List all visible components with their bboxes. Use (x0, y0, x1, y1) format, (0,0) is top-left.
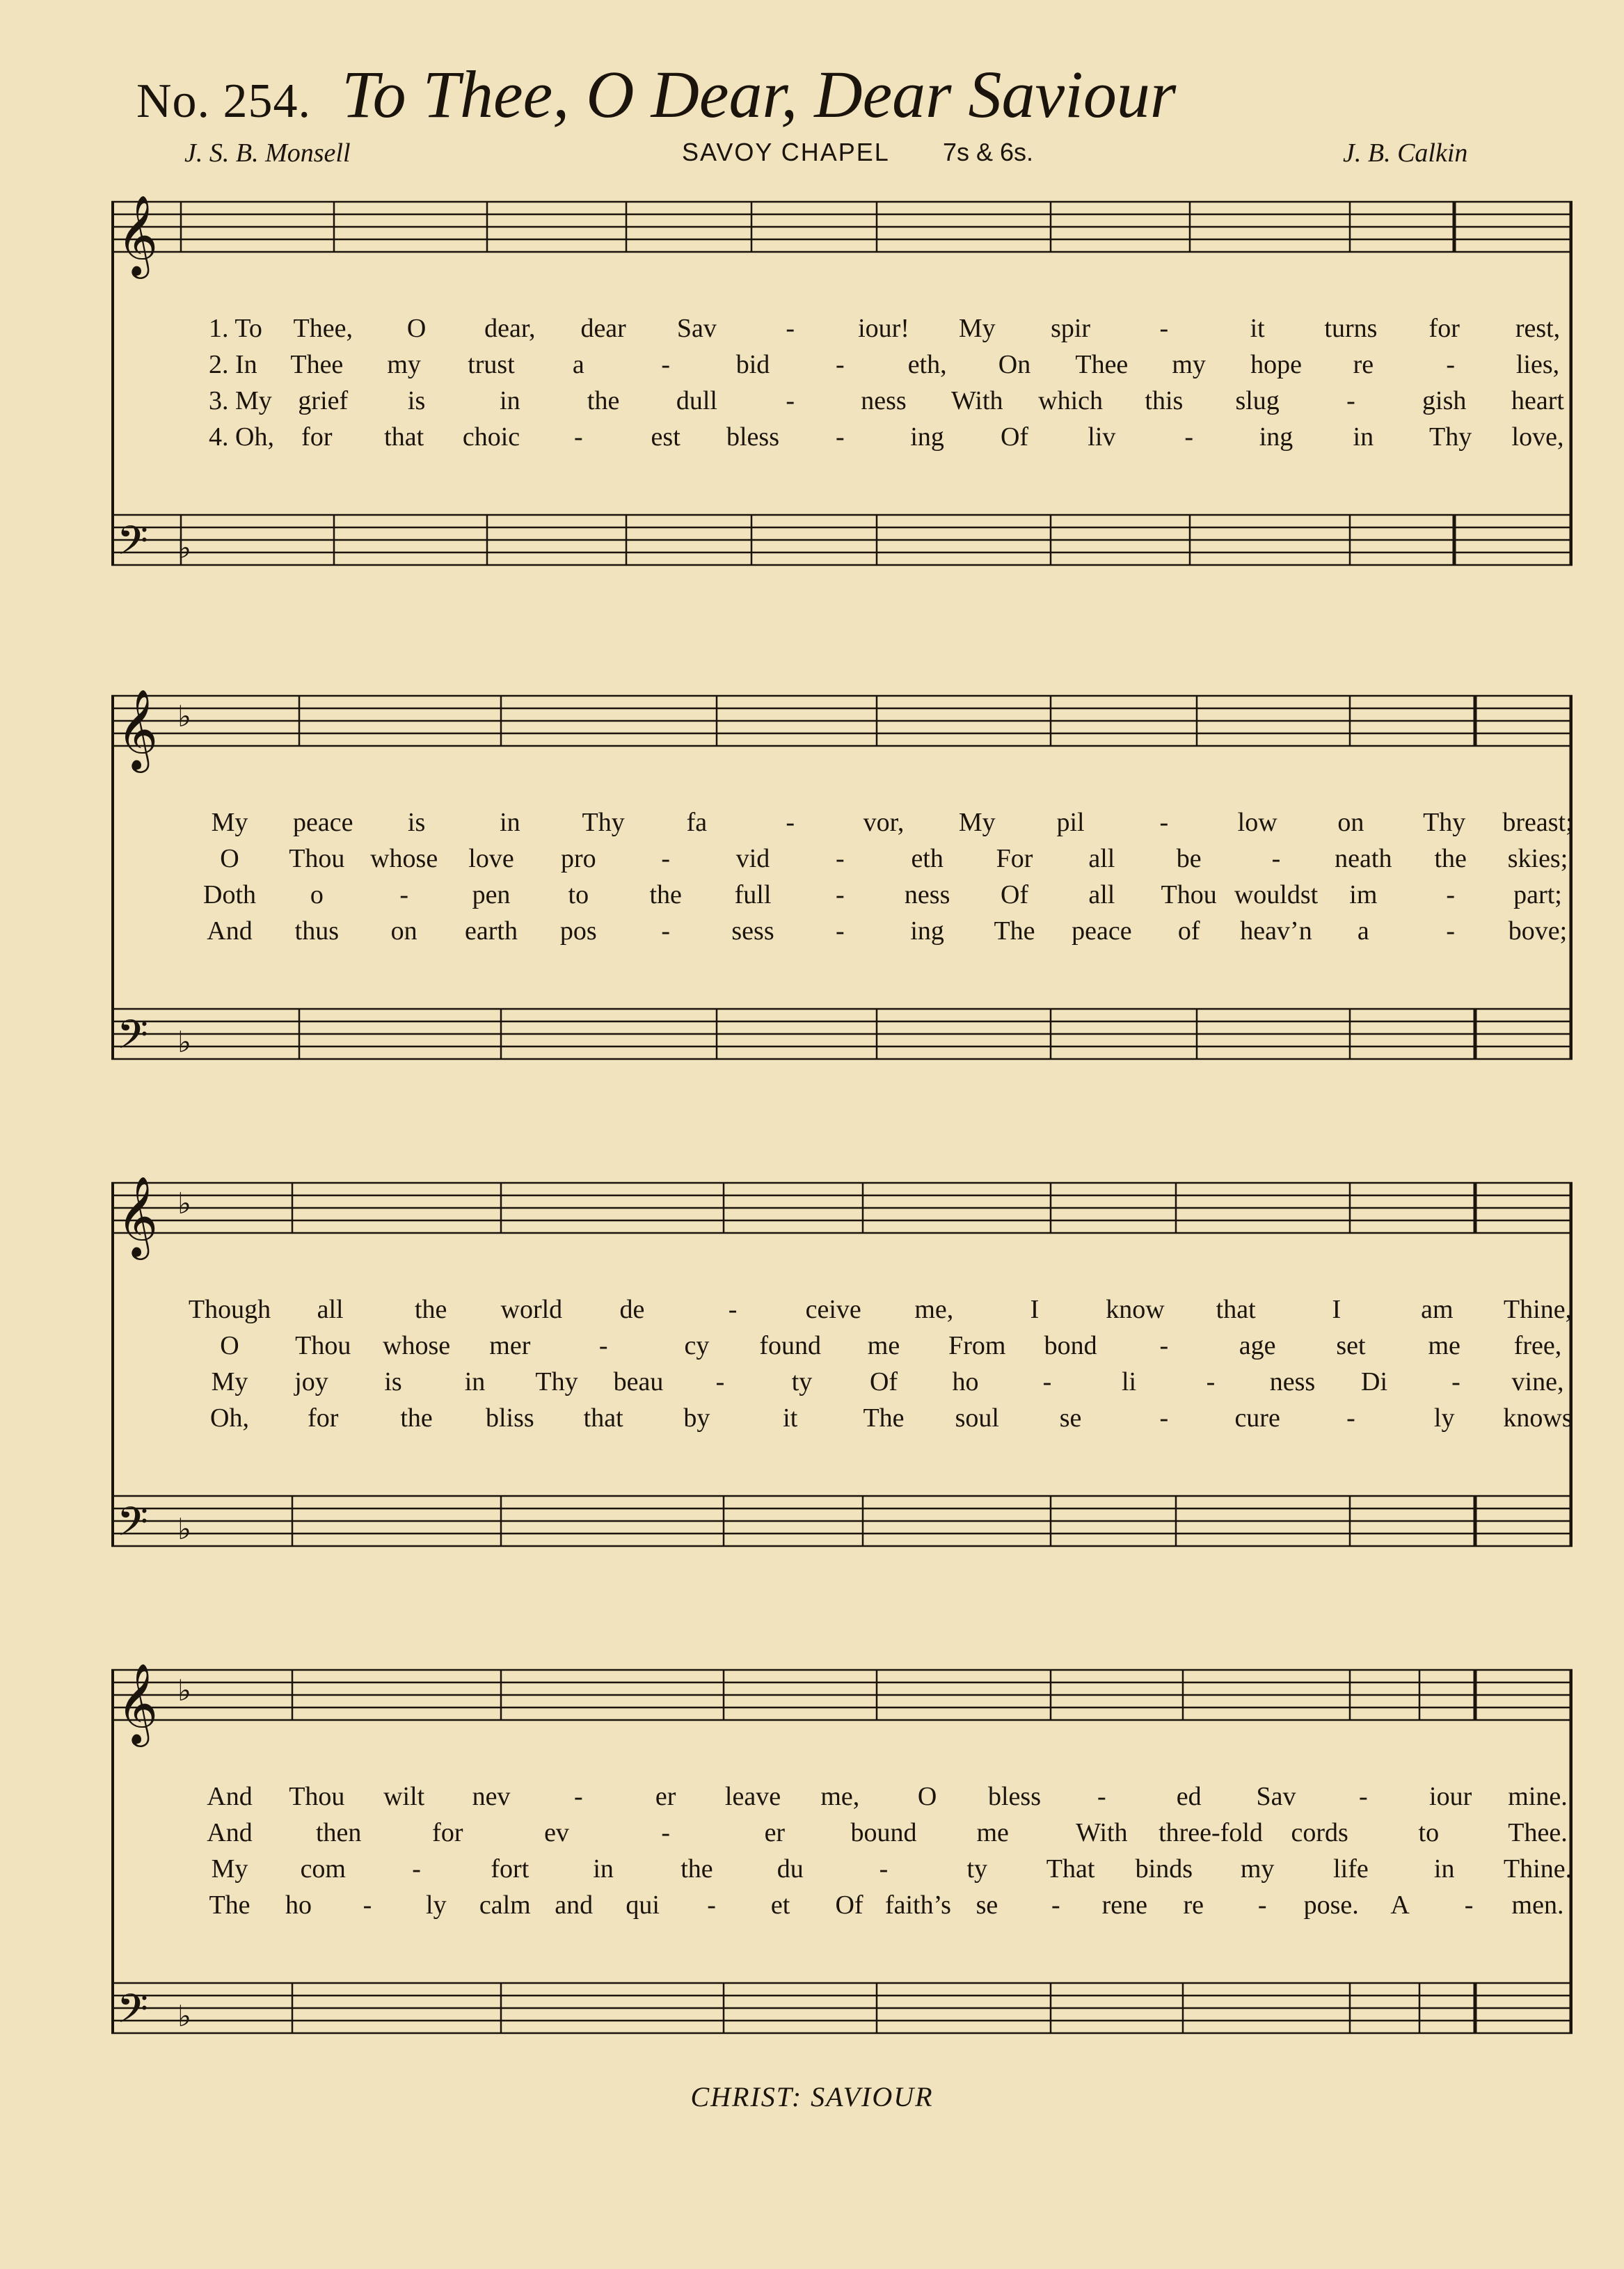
lyric-syllable: me (867, 1331, 900, 1360)
lyric-syllable: dear, (484, 314, 536, 343)
lyric-syllable: in (593, 1854, 614, 1884)
lyric-syllable: ho (285, 1890, 312, 1920)
lyric-syllable: My (211, 1367, 248, 1396)
lyric-syllable: wouldst (1234, 880, 1319, 909)
lyric-syllable: whose (383, 1331, 451, 1360)
lyric-syllable: - (412, 1854, 421, 1884)
lyric-syllable: et (770, 1890, 790, 1920)
lyric-syllable: Thy (1423, 808, 1466, 837)
lyric-syllable: - (1451, 1367, 1460, 1396)
lyric-syllable: - (1159, 314, 1169, 343)
lyric-syllable: neath (1335, 844, 1392, 873)
lyric-syllable: Thee, (293, 314, 353, 343)
lyric-syllable: choic (462, 422, 520, 452)
lyric-syllable: - (363, 1890, 372, 1920)
lyric-syllable: - (1464, 1890, 1474, 1920)
lyric-syllable: - (1159, 1331, 1169, 1360)
lyric-syllable: dull (676, 386, 717, 415)
lyric-syllable: - (1184, 422, 1193, 452)
lyric-syllable: a (1357, 916, 1369, 946)
lyric-syllable: - (1271, 844, 1281, 873)
lyric-syllable: ness (861, 386, 907, 415)
lyric-syllable: all (1088, 880, 1115, 909)
lyric-syllable: From (948, 1331, 1006, 1360)
lyric-syllable: - (1097, 1782, 1106, 1811)
lyric-syllable: - (836, 350, 845, 379)
lyric-syllable: 3. My (209, 386, 272, 415)
lyric-syllable: that (1216, 1295, 1256, 1324)
lyric-syllable: peace (293, 808, 353, 837)
lyric-syllable: And (207, 1782, 253, 1811)
lyric-syllable: liv (1088, 422, 1116, 452)
lyric-syllable: found (759, 1331, 822, 1360)
lyric-syllable: lies, (1515, 350, 1560, 379)
key-flat-icon: ♭ (177, 1025, 191, 1059)
lyric-syllable: re (1353, 350, 1374, 379)
lyric-syllable: - (574, 1782, 583, 1811)
lyric-syllable: ly (1433, 1403, 1455, 1433)
lyric-syllable: for (432, 1818, 463, 1847)
lyric-syllable: Thy (582, 808, 625, 837)
lyric-syllable: soul (955, 1403, 999, 1433)
lyric-syllable: The (863, 1403, 905, 1433)
lyric-syllable: - (836, 844, 845, 873)
treble-clef-icon: 𝄞 (117, 195, 159, 276)
lyric-syllable: That (1046, 1854, 1095, 1884)
lyric-syllable: heav’n (1240, 916, 1312, 946)
lyric-syllable: 2. In (209, 350, 257, 379)
lyric-syllable: calm (479, 1890, 531, 1920)
lyric-syllable: Thee (290, 350, 344, 379)
lyric-syllable: cure (1234, 1403, 1280, 1433)
lyric-syllable: the (415, 1295, 447, 1324)
lyric-syllable: is (384, 1367, 402, 1396)
meter: 7s & 6s. (943, 138, 1034, 166)
lyric-syllable: est (651, 422, 680, 452)
lyric-syllable: in (464, 1367, 486, 1396)
lyric-syllable: for (308, 1403, 339, 1433)
lyric-syllable: im (1349, 880, 1378, 909)
lyric-syllable: - (1051, 1890, 1060, 1920)
lyric-syllable: cy (684, 1331, 710, 1360)
lyric-syllable: - (1446, 916, 1455, 946)
lyric-syllable: be (1176, 844, 1202, 873)
lyric-syllable: Thee. (1508, 1818, 1568, 1847)
lyric-syllable: 1. To (209, 314, 262, 343)
lyric-syllable: am (1421, 1295, 1454, 1324)
lyric-line (111, 807, 1573, 842)
lyric-syllable: iour! (858, 314, 909, 343)
lyric-syllable: Of (1000, 880, 1029, 909)
lyric-syllable: O (220, 1331, 239, 1360)
lyric-syllable: a (572, 350, 584, 379)
bass-clef-icon: 𝄢 (117, 1011, 149, 1068)
lyric-syllable: bond (1044, 1331, 1097, 1360)
lyric-syllable: iour (1429, 1782, 1472, 1811)
lyric-syllable: Thou (289, 1782, 345, 1811)
key-flat-icon: ♭ (177, 1999, 191, 2033)
lyric-syllable: Thy (535, 1367, 578, 1396)
lyric-syllable: ness (904, 880, 950, 909)
lyric-syllable: - (1446, 880, 1455, 909)
lyric-syllable: - (661, 916, 670, 946)
lyric-syllable: spir (1051, 314, 1091, 343)
lyric-syllable: my (1172, 350, 1206, 379)
footer-category: CHRIST: SAVIOUR (690, 2081, 934, 2112)
lyric-syllable: part; (1513, 880, 1562, 909)
lyric-syllable: Doth (203, 880, 256, 909)
music-system-1 (111, 195, 1573, 612)
lyric-line (111, 1330, 1573, 1365)
lyric-syllable: - (661, 350, 670, 379)
lyric-syllable: Thou (1161, 880, 1217, 909)
lyric-syllable: on (390, 916, 417, 946)
lyric-syllable: all (317, 1295, 344, 1324)
lyric-syllable: heart (1511, 386, 1564, 415)
lyric-syllable: the (400, 1403, 433, 1433)
lyric-syllable: knows (1503, 1403, 1573, 1433)
lyric-syllable: the (587, 386, 620, 415)
lyric-syllable: of (1177, 916, 1200, 946)
lyric-syllable: - (1206, 1367, 1216, 1396)
lyric-syllable: it (783, 1403, 798, 1433)
lyric-syllable: - (1346, 1403, 1355, 1433)
lyric-syllable: Of (1000, 422, 1029, 452)
lyric-syllable: ing (910, 422, 944, 452)
lyric-syllable: rest, (1515, 314, 1561, 343)
lyric-syllable: And (207, 1818, 253, 1847)
lyric-syllable: Of (835, 1890, 863, 1920)
lyric-line (111, 1294, 1573, 1329)
lyric-syllable: hope (1250, 350, 1302, 379)
lyric-line (111, 1854, 1573, 1888)
lyric-syllable: - (786, 808, 795, 837)
lyric-syllable: me, (820, 1782, 860, 1811)
lyric-syllable: cords (1291, 1818, 1348, 1847)
lyric-syllable: Thine. (1503, 1854, 1573, 1884)
tune-name: SAVOY CHAPEL (682, 138, 890, 166)
lyric-syllable: - (399, 880, 408, 909)
lyric-line (111, 1367, 1573, 1401)
lyric-syllable: on (1337, 808, 1364, 837)
key-flat-icon: ♭ (177, 1512, 191, 1546)
lyric-syllable: Sav (1256, 1782, 1296, 1811)
lyric-syllable: that (384, 422, 424, 452)
treble-clef-icon: 𝄞 (117, 1176, 159, 1257)
lyric-line (111, 1890, 1573, 1925)
lyric-syllable: I (1332, 1295, 1342, 1324)
lyric-syllable: Thy (1429, 422, 1472, 452)
lyric-syllable: is (407, 386, 426, 415)
bass-clef-icon: 𝄢 (117, 1985, 149, 2042)
lyric-syllable: the (1434, 844, 1467, 873)
lyric-line (111, 843, 1573, 878)
lyric-line (111, 879, 1573, 914)
lyric-syllable: O (220, 844, 239, 873)
lyric-syllable: faith’s (884, 1890, 951, 1920)
lyric-syllable: free, (1513, 1331, 1562, 1360)
lyric-line (111, 1403, 1573, 1438)
lyric-syllable: vid (735, 844, 770, 873)
lyric-syllable: bove; (1508, 916, 1568, 946)
lyric-syllable: trust (468, 350, 515, 379)
lyric-syllable: - (786, 314, 795, 343)
lyric-syllable: mer (489, 1331, 531, 1360)
lyric-syllable: pil (1056, 808, 1085, 837)
lyric-syllable: ing (910, 916, 944, 946)
lyric-syllable: - (574, 422, 583, 452)
lyric-syllable: - (836, 422, 845, 452)
lyric-syllable: li (1121, 1367, 1137, 1396)
lyric-syllable: by (683, 1403, 710, 1433)
lyric-syllable: sess (731, 916, 774, 946)
lyric-syllable: Thee (1075, 350, 1129, 379)
lyric-syllable: pen (472, 880, 511, 909)
lyric-syllable: Di (1361, 1367, 1387, 1396)
lyric-syllable: pos (559, 916, 597, 946)
lyric-syllable: With (951, 386, 1003, 415)
lyric-syllable: bound (850, 1818, 917, 1847)
lyric-syllable: turns (1324, 314, 1378, 343)
lyric-syllable: in (1353, 422, 1374, 452)
lyric-syllable: pro (561, 844, 596, 873)
lyric-syllable: My (211, 1854, 248, 1884)
lyric-syllable: me (1428, 1331, 1460, 1360)
lyric-syllable: - (1257, 1890, 1267, 1920)
key-flat-icon: ♭ (177, 1186, 191, 1220)
lyric-syllable: re (1183, 1890, 1204, 1920)
lyric-syllable: me (976, 1818, 1009, 1847)
bass-clef-icon: 𝄢 (117, 517, 149, 574)
lyric-syllable: er (764, 1818, 786, 1847)
title-row (136, 56, 1176, 133)
treble-clef-icon: 𝄞 (117, 689, 159, 770)
lyric-syllable: me, (914, 1295, 954, 1324)
lyric-syllable: - (1042, 1367, 1052, 1396)
lyric-syllable: slug (1235, 386, 1280, 415)
lyric-syllable: - (707, 1890, 716, 1920)
lyric-syllable: Thou (295, 1331, 351, 1360)
key-flat-icon: ♭ (177, 1673, 191, 1707)
lyric-syllable: earth (465, 916, 518, 946)
lyric-syllable: wilt (383, 1782, 425, 1811)
lyric-syllable: the (649, 880, 682, 909)
hymn-number: No. 254. (136, 74, 312, 128)
lyric-syllable: skies; (1507, 844, 1568, 873)
lyric-syllable: vor, (863, 808, 905, 837)
lyric-syllable: Oh, (210, 1403, 249, 1433)
lyric-syllable: binds (1135, 1854, 1193, 1884)
lyric-syllable: three-fold (1159, 1818, 1263, 1847)
lyric-syllable: ty (791, 1367, 813, 1396)
lyric-syllable: - (836, 916, 845, 946)
lyric-syllable: - (1159, 1403, 1169, 1433)
lyric-syllable: love (468, 844, 514, 873)
lyric-syllable: for (1428, 314, 1460, 343)
lyric-syllable: fort (491, 1854, 530, 1884)
hymn-title: To Thee, O Dear, Dear Saviour (342, 57, 1177, 132)
lyric-syllable: My (958, 808, 996, 837)
lyric-syllable: du (777, 1854, 804, 1884)
lyric-syllable: rene (1101, 1890, 1148, 1920)
lyric-syllable: Though (188, 1295, 271, 1324)
lyric-syllable: ly (426, 1890, 447, 1920)
lyric-syllable: beau (613, 1367, 664, 1396)
lyric-syllable: And (207, 916, 253, 946)
key-flat-icon: ♭ (177, 699, 191, 733)
lyric-syllable: - (786, 386, 795, 415)
lyric-syllable: ed (1176, 1782, 1202, 1811)
lyric-syllable: eth (911, 844, 944, 873)
lyric-syllable: full (734, 880, 772, 909)
lyric-syllable: ho (952, 1367, 979, 1396)
lyric-syllable: gish (1422, 386, 1467, 415)
lyric-syllable: - (879, 1854, 889, 1884)
lyric-syllable: bliss (485, 1403, 534, 1433)
key-flat-icon: ♭ (177, 531, 191, 565)
lyric-syllable: know (1106, 1295, 1165, 1324)
lyric-syllable: The (994, 916, 1035, 946)
lyric-syllable: that (583, 1403, 623, 1433)
lyric-syllable: thus (294, 916, 340, 946)
lyric-syllable: leave (724, 1782, 781, 1811)
lyric-syllable: Sav (676, 314, 717, 343)
lyric-syllable: A (1390, 1890, 1410, 1920)
lyric-syllable: joy (294, 1367, 328, 1396)
lyric-syllable: Thine, (1503, 1295, 1573, 1324)
lyric-line (111, 1817, 1573, 1852)
lyric-syllable: - (836, 880, 845, 909)
lyric-syllable: With (1076, 1818, 1128, 1847)
lyric-syllable: ceive (805, 1295, 861, 1324)
music-system-3 (111, 1176, 1573, 1593)
lyric-syllable: to (568, 880, 589, 909)
lyric-syllable: bless (988, 1782, 1041, 1811)
lyric-syllable: low (1237, 808, 1277, 837)
lyric-syllable: qui (626, 1890, 660, 1920)
lyric-syllable: ev (544, 1818, 569, 1847)
lyric-syllable: to (1418, 1818, 1440, 1847)
lyric-syllable: and (555, 1890, 594, 1920)
treble-clef-icon: 𝄞 (117, 1663, 159, 1744)
author: J. S. B. Monsell (184, 138, 351, 168)
lyric-line (111, 313, 1573, 348)
lyric-syllable: my (1240, 1854, 1275, 1884)
music-system-4 (111, 1663, 1573, 2080)
lyric-syllable: it (1250, 314, 1265, 343)
lyric-syllable: - (661, 844, 670, 873)
lyric-syllable: My (211, 808, 248, 837)
lyric-syllable: breast; (1502, 808, 1573, 837)
lyric-syllable: Thou (289, 844, 345, 873)
lyric-syllable: - (1159, 808, 1169, 837)
lyric-syllable: - (728, 1295, 738, 1324)
lyric-syllable: - (661, 1818, 670, 1847)
lyric-syllable: O (406, 314, 427, 343)
lyric-syllable: bid (735, 350, 770, 379)
lyric-syllable: which (1038, 386, 1103, 415)
lyric-syllable: se (1059, 1403, 1082, 1433)
lyric-syllable: - (1346, 386, 1355, 415)
lyric-syllable: grief (298, 386, 349, 415)
lyric-syllable: set (1336, 1331, 1366, 1360)
lyric-syllable: nev (472, 1782, 511, 1811)
lyric-syllable: - (1446, 350, 1455, 379)
lyric-syllable: in (500, 808, 520, 837)
lyric-syllable: - (715, 1367, 725, 1396)
lyric-syllable: My (958, 314, 996, 343)
lyric-syllable: de (619, 1295, 645, 1324)
lyric-syllable: mine. (1508, 1782, 1568, 1811)
lyric-syllable: The (209, 1890, 250, 1920)
lyric-syllable: in (1433, 1854, 1455, 1884)
lyric-syllable: bless (726, 422, 779, 452)
lyric-syllable: se (976, 1890, 998, 1920)
lyric-syllable: whose (370, 844, 438, 873)
lyric-syllable: ing (1259, 422, 1293, 452)
lyric-line (111, 385, 1573, 420)
lyric-syllable: 4. Oh, (209, 422, 274, 452)
lyric-syllable: com (300, 1854, 346, 1884)
lyric-line (111, 422, 1573, 456)
lyric-syllable: dear (580, 314, 626, 343)
lyric-syllable: O (917, 1782, 937, 1811)
lyric-syllable: vine, (1511, 1367, 1564, 1396)
lyric-line (111, 1781, 1573, 1816)
lyric-syllable: this (1145, 386, 1184, 415)
lyric-syllable: my (387, 350, 421, 379)
lyric-syllable: men. (1511, 1890, 1564, 1920)
lyric-syllable: eth, (907, 350, 947, 379)
lyric-syllable: On (998, 350, 1031, 379)
composer: J. B. Calkin (1343, 138, 1468, 168)
music-system-2 (111, 689, 1573, 1106)
lyric-syllable: for (301, 422, 333, 452)
lyric-line (111, 916, 1573, 950)
lyric-syllable: all (1088, 844, 1115, 873)
lyric-syllable: - (598, 1331, 608, 1360)
lyric-syllable: is (407, 808, 426, 837)
lyric-syllable: - (1359, 1782, 1368, 1811)
lyric-syllable: peace (1072, 916, 1132, 946)
lyric-syllable: the (680, 1854, 713, 1884)
lyric-syllable: in (500, 386, 520, 415)
lyric-syllable: ty (966, 1854, 988, 1884)
lyric-syllable: er (655, 1782, 676, 1811)
lyric-syllable: world (500, 1295, 563, 1324)
lyric-syllable: o (310, 880, 324, 909)
lyric-syllable: ness (1269, 1367, 1316, 1396)
lyric-syllable: fa (686, 808, 708, 837)
lyric-syllable: For (996, 844, 1033, 873)
lyric-syllable: then (315, 1818, 362, 1847)
lyric-line (111, 349, 1573, 384)
lyric-syllable: age (1239, 1331, 1276, 1360)
lyric-syllable: life (1333, 1854, 1369, 1884)
lyric-syllable: I (1030, 1295, 1040, 1324)
lyric-syllable: Of (869, 1367, 898, 1396)
lyric-syllable: love, (1511, 422, 1564, 452)
lyric-syllable: pose. (1303, 1890, 1359, 1920)
bass-clef-icon: 𝄢 (117, 1498, 149, 1555)
